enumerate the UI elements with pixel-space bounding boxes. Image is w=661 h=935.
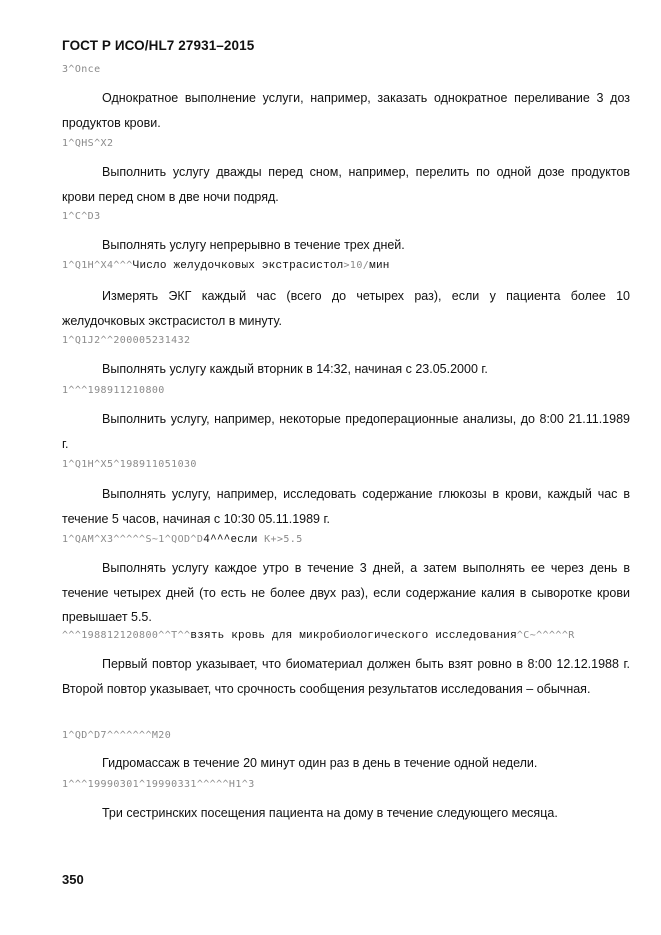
code-unit: мин: [369, 260, 390, 272]
paragraph: Измерять ЭКГ каждый час (всего до четырех раз), если у пациента более 10 желудочковых экстрасистол в минуту.: [62, 289, 630, 328]
paragraph: Выполнить услугу, например, некоторые предоперационные анализы, до 8:00 21.11.1989 г.: [62, 412, 630, 451]
code-segment: ^C~^^^^^R: [516, 630, 575, 641]
paragraph: Гидромассаж в течение 20 минут один раз в день в течение одной недели.: [102, 756, 538, 770]
code-line: 1^C^D3: [62, 211, 101, 222]
code-segment: 1^QAM^X3^^^^^S~1^QOD^D: [62, 534, 204, 545]
code-line: 1^^^19990301^19990331^^^^^H1^3: [62, 779, 255, 790]
code-segment: ^^^198812120800^^T^^: [62, 630, 191, 641]
code-line: 1^QD^D7^^^^^^^M20: [62, 730, 172, 741]
code-segment: 1^Q1H^X4^^^: [62, 260, 133, 271]
page-number: 350: [62, 872, 84, 887]
code-line: [62, 534, 303, 546]
paragraph: Выполнять услугу каждый вторник в 14:32, начиная с 23.05.2000 г.: [102, 362, 488, 376]
code-line: [62, 260, 390, 272]
code-line: 1^Q1H^X5^198911051030: [62, 459, 197, 470]
code-line: 3^Once: [62, 64, 101, 75]
standard-header: ГОСТ Р ИСО/HL7 27931–2015: [62, 38, 255, 53]
code-segment: K+>5.5: [257, 534, 303, 545]
paragraph: Выполнять услугу непрерывно в течение трех дней.: [102, 238, 405, 252]
code-segment: >10/: [343, 260, 370, 271]
paragraph: Выполнить услугу дважды перед сном, например, перелить по одной дозе продуктов крови перед сном в две ночи подряд.: [62, 165, 630, 204]
code-line: 1^Q1J2^^200005231432: [62, 335, 191, 346]
code-line: 1^^^198911210800: [62, 385, 165, 396]
code-condition: 4^^^если: [203, 534, 258, 546]
paragraph: Первый повтор указывает, что биоматериал должен быть взят ровно в 8:00 12.12.1988 г. Второй повтор указывает, что срочность сообщения результатов исследования – обычная.: [62, 657, 630, 696]
code-description: взять кровь для микробиологического исследования: [190, 630, 517, 642]
paragraph: Три сестринских посещения пациента на дому в течение следующего месяца.: [102, 806, 558, 820]
code-line: [62, 630, 575, 642]
paragraph: Однократное выполнение услуги, например, заказать однократное переливание 3 доз продуктов крови.: [62, 91, 630, 130]
code-line: 1^QHS^X2: [62, 138, 114, 149]
paragraph: Выполнять услугу, например, исследовать содержание глюкозы в крови, каждый час в течение 5 часов, начиная с 10:30 05.11.1989 г.: [62, 487, 630, 526]
code-condition: Число желудочковых экстрасистол: [132, 260, 344, 272]
paragraph: Выполнять услугу каждое утро в течение 3 дней, а затем выполнять ее через день в течение четырех дней (то есть не более двух раз), если содержание калия в сыворотке крови превышает 5.5.: [62, 561, 630, 624]
